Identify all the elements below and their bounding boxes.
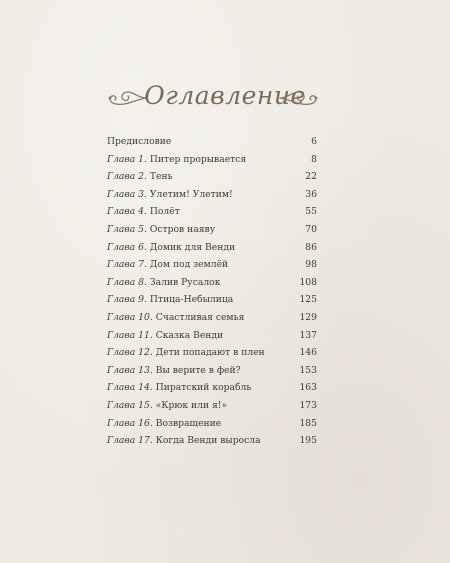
chapter-prefix: Глава — [107, 171, 136, 183]
page-number: 125 — [299, 294, 317, 306]
page-number: 8 — [311, 153, 317, 165]
page-number: 173 — [299, 399, 317, 411]
chapter-number: 13. — [138, 364, 153, 376]
chapter-prefix: Глава — [107, 276, 136, 288]
toc-entry[interactable] — [107, 203, 317, 221]
chapter-number: 1. — [138, 153, 147, 165]
toc-entry-label — [107, 362, 241, 380]
chapter-prefix: Глава — [107, 294, 136, 306]
toc-entry-label — [107, 274, 220, 292]
page-number: 153 — [299, 364, 317, 376]
chapter-prefix: Глава — [107, 311, 136, 323]
toc-entry[interactable] — [107, 168, 317, 186]
page-number: 163 — [299, 382, 317, 394]
chapter-number: 15. — [138, 399, 153, 411]
toc-entry-label — [107, 133, 171, 151]
toc-entry[interactable] — [107, 362, 317, 380]
chapter-title: Когда Венди выросла — [155, 435, 261, 447]
page-number: 36 — [305, 188, 317, 200]
chapter-title: Остров наяву — [149, 223, 216, 235]
chapter-number: 10. — [138, 311, 153, 323]
chapter-title: Дети попадают в плен — [155, 347, 265, 359]
page-number: 22 — [305, 171, 317, 183]
page-number: 129 — [299, 311, 317, 323]
chapter-title: Дом под землёй — [149, 259, 229, 271]
chapter-number: 7. — [138, 259, 147, 271]
chapter-prefix: Глава — [107, 241, 136, 253]
toc-entry-label — [107, 256, 228, 274]
toc-entry[interactable] — [107, 432, 317, 450]
toc-entry-label — [107, 379, 251, 397]
chapter-title: Полёт — [149, 206, 180, 218]
chapter-number: 2. — [138, 171, 147, 183]
toc-header — [0, 78, 450, 118]
flourish-right-icon — [278, 84, 322, 110]
toc-entry[interactable] — [107, 291, 317, 309]
toc-entry-label — [107, 397, 227, 415]
toc-entry-label — [107, 168, 173, 186]
chapter-prefix: Глава — [107, 329, 136, 341]
toc-entry[interactable] — [107, 239, 317, 257]
chapter-number: 12. — [138, 347, 153, 359]
chapter-title: «Крюк или я!» — [155, 399, 228, 411]
page-number: 146 — [299, 347, 317, 359]
toc-entry[interactable] — [107, 186, 317, 204]
page-number: 55 — [305, 206, 317, 218]
chapter-prefix: Глава — [107, 382, 136, 394]
page-number: 195 — [299, 435, 317, 447]
toc-entry[interactable] — [107, 221, 317, 239]
chapter-title: Предисловие — [107, 136, 172, 147]
toc-entry-label — [107, 327, 223, 345]
chapter-prefix: Глава — [107, 223, 136, 235]
page-number: 185 — [299, 417, 317, 429]
toc-entry[interactable] — [107, 309, 317, 327]
toc-entry-label — [107, 344, 265, 362]
page-title: Оглавление — [144, 81, 306, 110]
toc-entry-label — [107, 415, 221, 433]
toc-entry[interactable] — [107, 344, 317, 362]
chapter-number: 17. — [138, 435, 153, 447]
toc-entry-label — [107, 309, 244, 327]
toc-entry[interactable] — [107, 151, 317, 169]
toc-entry[interactable] — [107, 133, 317, 151]
toc-entry-label — [107, 203, 180, 221]
toc-entry-label — [107, 291, 233, 309]
chapter-number: 3. — [138, 188, 147, 200]
chapter-title: Залив Русалок — [149, 276, 221, 288]
chapter-title: Улетим! Улетим! — [149, 188, 233, 200]
chapter-number: 14. — [138, 382, 153, 394]
toc-entry-label — [107, 221, 215, 239]
chapter-prefix: Глава — [107, 206, 136, 218]
chapter-number: 11. — [138, 329, 153, 341]
chapter-number: 6. — [138, 241, 147, 253]
toc-entry-label — [107, 432, 261, 450]
page-number: 108 — [299, 276, 317, 288]
chapter-prefix: Глава — [107, 347, 136, 359]
toc-entry-label — [107, 186, 233, 204]
chapter-prefix: Глава — [107, 153, 136, 165]
chapter-number: 9. — [138, 294, 147, 306]
toc-entry-label — [107, 239, 235, 257]
toc-entry[interactable] — [107, 397, 317, 415]
chapter-prefix: Глава — [107, 435, 136, 447]
toc-entry[interactable] — [107, 379, 317, 397]
chapter-title: Сказка Венди — [155, 329, 224, 341]
chapter-prefix: Глава — [107, 364, 136, 376]
chapter-prefix: Глава — [107, 259, 136, 271]
chapter-prefix: Глава — [107, 399, 136, 411]
toc-entry[interactable] — [107, 274, 317, 292]
chapter-title: Питер прорывается — [149, 153, 247, 165]
chapter-prefix: Глава — [107, 188, 136, 200]
chapter-title: Тень — [149, 171, 173, 183]
chapter-title: Счастливая семья — [155, 311, 245, 323]
chapter-title: Вы верите в фей? — [155, 364, 241, 376]
table-of-contents — [107, 133, 317, 450]
chapter-prefix: Глава — [107, 417, 136, 429]
chapter-number: 8. — [138, 276, 147, 288]
toc-entry-label — [107, 151, 246, 169]
chapter-number: 4. — [138, 206, 147, 218]
chapter-number: 16. — [138, 417, 153, 429]
toc-entry[interactable] — [107, 327, 317, 345]
chapter-title: Птица-Небылица — [149, 294, 234, 306]
chapter-title: Домик для Венди — [149, 241, 236, 253]
page-number: 70 — [305, 223, 317, 235]
page-number: 86 — [305, 241, 317, 253]
page-number: 137 — [299, 329, 317, 341]
chapter-number: 5. — [138, 223, 147, 235]
chapter-title: Пиратский корабль — [155, 382, 252, 394]
toc-entry[interactable] — [107, 415, 317, 433]
chapter-title: Возвращение — [155, 417, 222, 429]
page-number: 6 — [311, 136, 317, 147]
page-number: 98 — [305, 259, 317, 271]
toc-entry[interactable] — [107, 256, 317, 274]
